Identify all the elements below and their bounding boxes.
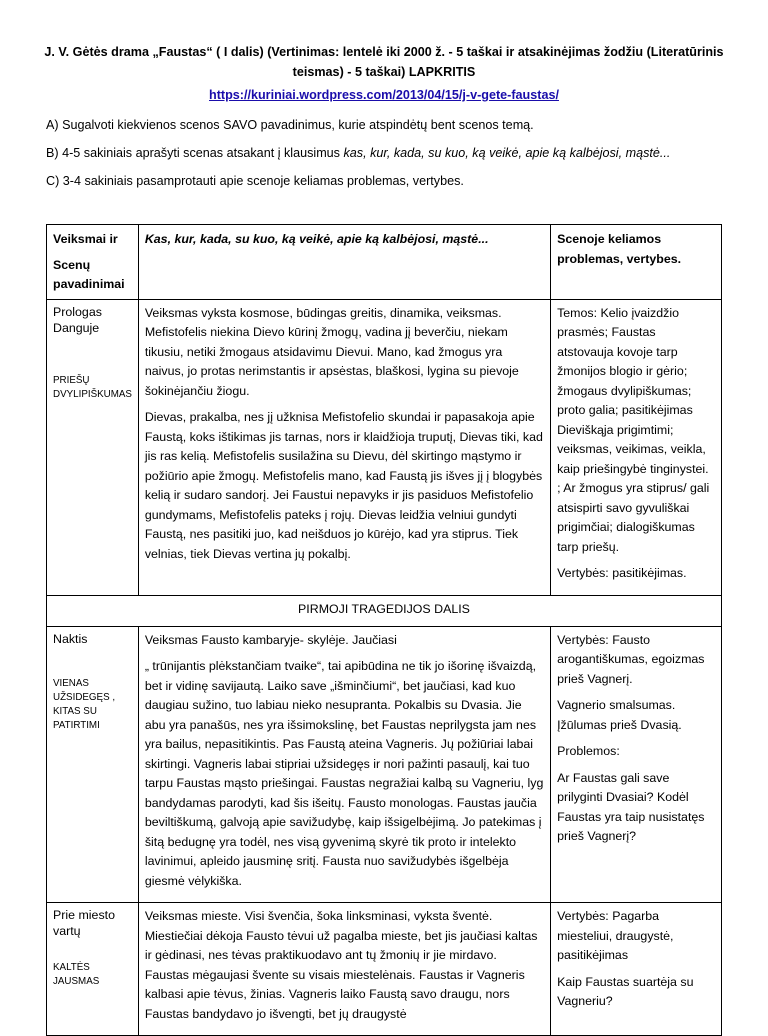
description-paragraph: „ trūnijantis plėkstančiam tvaike“, tai apibūdina ne tik jo išorinę išvaizdą, bet ir vidinę savijautą. Laiko save „išminčiumi“, bet jaučiasi, kad kuo daugiau sužino, tuo labiau nieko nesupranta. Pokalbis su Dvasia. Jie abu yra panašūs, nes yra išsimokslinę, bet Faustas neprilygsta jam nes yra bailus, nepasitikintis. Pas Faustą ateina Vagneris. Jų požiūriai labai skirtingi. Vagneris labai stipriai užsidegęs ir nori pažinti pasaulį, kai tuo tarpu Faustas mąsto priešingai. Faustas negražiai kalbą su Vagneriu, lyg bandydamas parodyti, kad šis išeitų. Fausto monologas. Faustas jaučia beviltiškumą, galvoją apie savižudybę, kaip išsigelbėjimą. Jo patekimas į šitą bedugnę yra todėl, nes visą gyvenimą skyrė tik proto ir intelekto lavinimui, apleido jausminę sritį. Fausta nuo savižudybės išgelbėja giesmė vėlykiška. [144,659,544,888]
description-paragraph: Dievas, prakalba, nes jį užknisa Mefistofelio skundai ir papasakoja apie Faustą, koks ištikimas jis tarnas, nors ir klaidžioja truputį, Dievas tiki, kad jis ras kelią. Mefistofelis susilažina su Dievu, dėl skirtingo mąstymo ir požiūrio apie žmogų. Mefistofelis mano, kad Faustą jis išves jį į blogybės kelią ir sudaro sandorį. Jei Faustui nepavyks ir jis pasiduos Mefistofelio gundymams, Mefistofelis pateks į rojų. Dievas leidžia velniui gundyti Faustą, nes pasitiki juo, kad neišduos jo kūrėjo, kad yra stiprus. Tiek velnias, tiek Dievas vertina jų pokalbį. [144,410,543,561]
issues-paragraph: Ar Faustas gali save prilyginti Dvasiai? Kodėl Faustas yra taip nusistatęs prieš Vagnerį? [557,770,705,843]
scene-label: VIENAS UŽSIDEGĘS , KITAS SU PATIRTIMI [53,677,116,731]
description-cell [138,903,550,1036]
issues-paragraph: Problemos: [557,744,620,758]
issues-paragraph: Vertybės: Pagarba miesteliui, draugystė, pasitikėjimas [557,909,674,962]
task-b-questions: kas, kur, kada, su kuo, ką veikė, apie ką kalbėjosi, mąstė... [343,146,671,160]
issues-cell [551,903,722,1036]
header-scenes-line2: Scenų pavadinimai [53,257,125,291]
scene-cell [47,903,139,1036]
scene-label: PRIEŠŲ DVYLIPIŠKUMAS [53,374,132,400]
scene-title: Prie miesto vartų [53,908,115,938]
description-paragraph: Veiksmas mieste. Visi švenčia, šoka linksminasi, vyksta šventė. Miestiečiai dėkoja Fausto tėvui už pagalba mieste, bet jis jaučiasi kaltas ir gėdinasi, nes tėvas praktikuodavo ant tų žmonių ir jie mirdavo. Faustas mėgaujasi švente su visais miestelėnais. Faustas ir Vagneris kalbasi apie tėvus, žinias. Vagneris laiko Faustą savo draugu, nors Faustas bandydavo jo išvengti, bet jų draugystė [144,909,538,1021]
description-paragraph: Veiksmas vyksta kosmose, būdingas greitis, dinamika, veiksmas. Mefistofelis niekina Dievo kūrinį žmogų, vadina jį beverčiu, niekam tikusiu, netiki žmogaus atsidavimu Dievui. Mano, kad žmogus yra naivus, jo protas nerimstantis ir apsėstas, blaškosi, lygina su pievoje šokinėjančiu žiogu. [144,305,519,398]
task-b-text: B) 4-5 sakiniais aprašyti scenas atsakant į klausimus [46,146,344,160]
document-heading [40,42,728,82]
scene-title: Prologas Danguje [53,304,102,335]
table-row [47,299,722,595]
scene-label: KALTĖS JAUSMAS [53,962,100,987]
description-paragraph: Veiksmas Fausto kambaryje- skylėje. Jaučiasi [144,632,397,647]
description-cell [138,299,550,595]
task-c: C) 3-4 sakiniais pasamprotauti apie scenoje keliamas problemas, vertybes. [46,174,464,188]
heading-line-1: J. V. Gėtės drama „Faustas“ ( I dalis) (Vertinimas: lentelė iki 2000 ž. - 5 taškai ir atsakinėjimas žodžiu (Literatūrinis [44,45,724,59]
task-a: A) Sugalvoti kiekvienos scenos SAVO pavadinimus, kurie atspindėtų bent scenos temą. [46,118,534,132]
issues-paragraph: Kaip Faustas suartėja su Vagneriu? [557,974,694,1008]
description-cell [138,626,550,903]
scene-cell [47,626,139,903]
table-row [47,903,722,1036]
table-header-row [47,225,722,300]
issues-cell [551,299,722,595]
source-link[interactable]: https://kuriniai.wordpress.com/2013/04/15/j-v-gete-faustas/ [209,88,559,102]
header-cell-scenes [47,225,139,300]
issues-paragraph: Vertybės: Fausto arogantiškumas, egoizmas prieš Vagnerį. [557,632,705,686]
scene-title: Naktis [53,631,88,646]
task-b [46,144,670,162]
header-cell-issues: Scenoje keliamos problemas, vertybes. [551,225,722,300]
heading-line-2: teismas) - 5 taškai) LAPKRITIS [292,65,476,79]
issues-paragraph: Vertybės: pasitikėjimas. [557,566,687,580]
table-row [47,626,722,903]
issues-cell [551,626,722,903]
scenes-table [46,224,722,1036]
section-title: PIRMOJI TRAGEDIJOS DALIS [47,595,722,626]
header-scenes-line1: Veiksmai ir [53,232,118,246]
issues-paragraph: Temos: Kelio įvaizdžio prasmės; Faustas atstovauja kovoje tarp žmonijos blogio ir gėrio; žmogaus dvylipiškumas; proto galia; pasitikėjimas Dieviškąja prigimtimi; veiksmas, veikimas, veikla, kaip priešingybė tinginystei. ; Ar žmogus yra stiprus/ gali atsispirti savo gyvuliškai prigimčiai; dialogiškumas tarp priešų. [557,305,710,554]
header-cell-description: Kas, kur, kada, su kuo, ką veikė, apie ką kalbėjosi, mąstė... [138,225,550,300]
section-row [47,595,722,626]
scene-cell [47,299,139,595]
issues-paragraph: Vagnerio smalsumas. Įžūlumas prieš Dvasią. [557,698,682,732]
